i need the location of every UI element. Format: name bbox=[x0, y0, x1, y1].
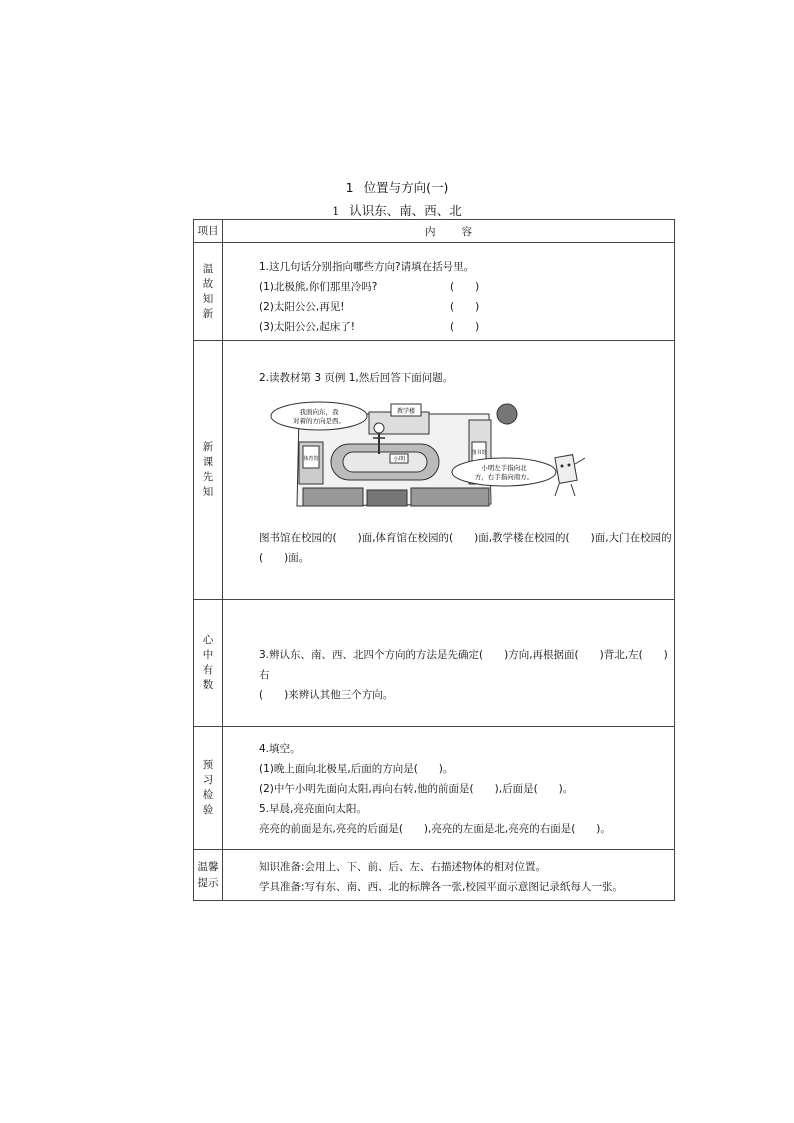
question-1: 1.这几句话分别指向哪些方向?请填在括号里。 bbox=[259, 261, 475, 273]
question-3-line: 3.辨认东、南、西、北四个方向的方法是先确定( )方向,再根据面( )背北,左( )右 bbox=[259, 649, 668, 681]
building-right-label: 图书馆 bbox=[471, 450, 487, 456]
row-content bbox=[223, 850, 675, 901]
building-top-label: 教学楼 bbox=[396, 408, 416, 415]
answer-line: 图书馆在校园的( )面,体育馆在校园的( )面,教学楼在校园的( )面,大门在校园的 bbox=[259, 532, 672, 544]
header-item: 项目 bbox=[194, 220, 223, 243]
row-label: 新课先知 bbox=[194, 341, 223, 600]
table-row bbox=[194, 600, 675, 727]
question-3-line: ( )来辨认其他三个方向。 bbox=[259, 689, 394, 701]
kid-label: 小明 bbox=[392, 456, 406, 463]
tip-line: 知识准备:会用上、下、前、后、左、右描述物体的相对位置。 bbox=[259, 861, 547, 873]
row-label: 预习检验 bbox=[194, 727, 223, 850]
question-item: (3)太阳公公,起床了! ( ) bbox=[259, 317, 674, 337]
table-header-row bbox=[194, 220, 675, 243]
question-line: (1)晚上面向北极星,后面的方向是( )。 bbox=[259, 763, 454, 775]
subtitle-number: 1 bbox=[332, 205, 340, 218]
lesson-title-text: 位置与方向(一) bbox=[363, 180, 449, 195]
table-row bbox=[194, 727, 675, 850]
svg-text:方，右手指向南方。: 方，右手指向南方。 bbox=[474, 473, 534, 481]
table-row bbox=[194, 341, 675, 600]
table-row bbox=[194, 850, 675, 901]
question-line: 亮亮的前面是东,亮亮的后面是( ),亮亮的左面是北,亮亮的右面是( )。 bbox=[259, 823, 611, 835]
campus-illustration bbox=[259, 394, 589, 524]
row-content bbox=[223, 341, 675, 600]
row-label: 温故知新 bbox=[194, 243, 223, 341]
building-left-label: 体育馆 bbox=[303, 456, 319, 462]
answer-blank[interactable]: ( ) bbox=[450, 301, 480, 313]
tip-line: 学具准备:写有东、南、西、北的标牌各一张,校园平面示意图记录纸每人一张。 bbox=[259, 881, 623, 893]
question-item: (1)北极熊,你们那里冷吗? ( ) bbox=[259, 277, 674, 297]
row-content bbox=[223, 243, 675, 341]
lesson-number: 1 bbox=[345, 180, 354, 195]
row-label: 温馨 提示 bbox=[194, 850, 223, 901]
answer-blank[interactable]: ( ) bbox=[450, 281, 480, 293]
lesson-subtitle bbox=[0, 201, 794, 219]
row-content bbox=[223, 600, 675, 727]
question-line: 4.填空。 bbox=[259, 743, 301, 755]
subtitle-text: 认识东、南、西、北 bbox=[349, 203, 462, 218]
svg-text:小明左手指向北: 小明左手指向北 bbox=[481, 464, 527, 472]
question-2: 2.读教材第 3 页例 1,然后回答下面问题。 bbox=[259, 372, 454, 384]
header-content: 内容 bbox=[223, 220, 675, 243]
row-content bbox=[223, 727, 675, 850]
study-table bbox=[193, 219, 675, 901]
answer-blank[interactable]: ( ) bbox=[450, 321, 480, 333]
question-item: (2)太阳公公,再见! ( ) bbox=[259, 297, 674, 317]
lesson-title bbox=[0, 178, 794, 196]
table-row bbox=[194, 243, 675, 341]
question-line: (2)中午小明先面向太阳,再向右转,他的前面是( ),后面是( )。 bbox=[259, 783, 574, 795]
answer-line: ( )面。 bbox=[259, 552, 310, 564]
svg-text:对着的方向是西。: 对着的方向是西。 bbox=[293, 417, 345, 425]
svg-text:我面向东，我: 我面向东，我 bbox=[299, 408, 339, 416]
row-label: 心中有数 bbox=[194, 600, 223, 727]
question-line: 5.早晨,亮亮面向太阳。 bbox=[259, 803, 367, 815]
